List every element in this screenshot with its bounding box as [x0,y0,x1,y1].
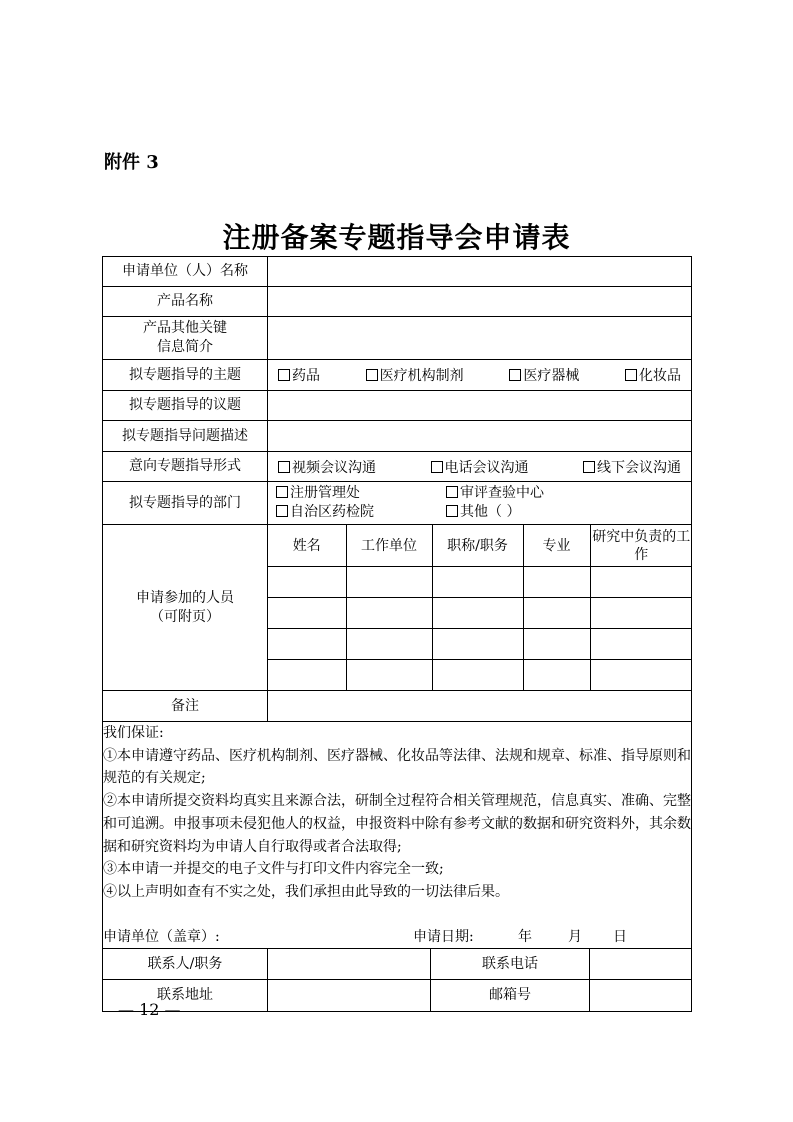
product-name-label: 产品名称 [103,287,268,317]
agenda-value[interactable] [268,391,692,421]
pledge-item-1: ①本申请遵守药品、医疗机构制剂、医疗器械、化妆品等法律、法规和规章、标准、指导原则和规范的有关规定; [103,747,691,787]
table-cell[interactable] [590,598,692,629]
pledge-item-2: ②本申请所提交资料均真实且来源合法，研制全过程符合相关管理规范，信息真实、准确、完整和可追溯。申报事项未侵犯他人的权益，申报资料中除有参考文献的数据和研究资料外，其余数据和研究资料均为申请人自行取得或者合法取得; [103,793,691,855]
remarks-label: 备注 [103,691,268,722]
table-cell[interactable] [590,660,692,691]
table-cell[interactable] [268,660,346,691]
applicant-label: 申请单位（人）名称 [103,257,268,287]
checkbox-icon [431,461,443,473]
day-label: 日 [613,928,627,945]
form-option-video-label: 视频会议沟通 [292,459,376,476]
problem-label: 拟专题指导问题描述 [103,421,268,452]
table-row [268,660,692,691]
header-major: 专业 [523,525,590,567]
table-cell[interactable] [523,660,590,691]
topic-option-drug-label: 药品 [292,368,320,384]
pledge-item-3: ③本申请一并提交的电子文件与打印文件内容完全一致; [103,861,444,878]
dept-option-registration[interactable] [276,484,446,503]
contact-phone-value[interactable] [590,949,692,980]
dept-option-review-center-label: 审评查验中心 [460,485,544,501]
dept-option-registration-label: 注册管理处 [290,485,360,501]
checkbox-icon [509,369,521,381]
checkbox-icon [583,461,595,473]
contact-address-label: 联系地址 [103,980,268,1012]
form-title: 注册备案专题指导会申请表 [222,221,571,254]
table-row [268,629,692,660]
topic-label: 拟专题指导的主题 [103,360,268,391]
dept-option-other[interactable] [446,503,646,522]
month-label: 月 [568,928,582,945]
topic-options [268,360,692,391]
contact-person-label: 联系人/职务 [103,949,268,980]
applicant-value[interactable] [268,257,692,287]
year-label: 年 [518,928,532,945]
page-number: — 12 — [118,1000,181,1019]
department-options [268,482,692,525]
participants-table [268,525,692,690]
dept-option-review-center[interactable] [446,484,646,503]
product-info-value[interactable] [268,317,692,360]
form-option-offline-label: 线下会议沟通 [597,459,681,476]
problem-value[interactable] [268,421,692,452]
topic-option-preparation-label: 医疗机构制剂 [379,368,464,384]
product-info-label-line1: 产品其他关键 [143,320,227,336]
participants-label-line2: （可附页） [150,608,220,625]
contact-address-value[interactable] [268,980,431,1012]
table-cell[interactable] [346,598,432,629]
agenda-label: 拟专题指导的议题 [103,391,268,421]
header-work-unit: 工作单位 [346,525,432,567]
dept-option-drug-institute-label: 自治区药检院 [290,504,374,520]
form-option-offline[interactable] [583,457,681,477]
table-cell[interactable] [268,629,346,660]
pledge-item-4: ④以上声明如查有不实之处，我们承担由此导致的一切法律后果。 [103,883,509,900]
postcode-value[interactable] [590,980,692,1012]
topic-option-cosmetics-label: 化妆品 [639,368,682,384]
checkbox-icon [278,461,290,473]
participants-table-cell [268,525,692,691]
checkbox-icon [625,369,637,381]
table-cell[interactable] [346,629,432,660]
table-cell[interactable] [523,598,590,629]
contact-person-value[interactable] [268,949,431,980]
table-cell[interactable] [432,567,523,598]
product-info-label-line2: 信息简介 [157,339,213,355]
table-cell[interactable] [432,598,523,629]
participants-label-line1: 申请参加的人员 [136,589,234,606]
form-option-video[interactable] [278,457,376,477]
remarks-value[interactable] [268,691,692,722]
product-name-value[interactable] [268,287,692,317]
table-cell[interactable] [432,629,523,660]
checkbox-icon [446,505,458,517]
topic-option-device[interactable] [509,365,579,385]
postcode-label: 邮箱号 [431,980,590,1012]
checkbox-icon [278,369,290,381]
pledge-section [103,722,692,949]
table-cell[interactable] [523,567,590,598]
table-cell[interactable] [346,567,432,598]
checkbox-icon [276,505,288,517]
header-title: 职称/职务 [432,525,523,567]
form-option-phone[interactable] [431,457,529,477]
dept-option-other-label: 其他（ ） [460,504,521,520]
form-option-phone-label: 电话会议沟通 [444,459,529,476]
topic-option-device-label: 医疗器械 [523,368,580,384]
header-responsibility: 研究中负责的工作 [590,525,692,567]
form-type-label: 意向专题指导形式 [103,452,268,482]
table-cell[interactable] [268,567,346,598]
contact-phone-label: 联系电话 [431,949,590,980]
participants-label [103,525,268,691]
topic-option-drug[interactable] [278,365,320,385]
table-row [268,567,692,598]
signature-row [103,926,691,949]
topic-option-cosmetics[interactable] [625,365,681,385]
table-row [268,598,692,629]
participants-header-row [268,525,692,567]
seal-label: 申请单位（盖章）: [103,928,220,945]
product-info-label [103,317,268,360]
checkbox-icon [276,486,288,498]
form-type-options [268,452,692,482]
table-cell[interactable] [268,598,346,629]
header-name: 姓名 [268,525,346,567]
application-form [102,256,692,1012]
checkbox-icon [446,486,458,498]
dept-option-drug-institute[interactable] [276,503,446,522]
checkbox-icon [366,369,378,381]
table-cell[interactable] [590,567,692,598]
table-cell[interactable] [590,629,692,660]
date-label: 申请日期: [413,928,474,945]
topic-option-preparation[interactable] [366,365,464,385]
department-label: 拟专题指导的部门 [103,482,268,525]
table-cell[interactable] [523,629,590,660]
table-cell[interactable] [432,660,523,691]
table-cell[interactable] [346,660,432,691]
pledge-heading: 我们保证: [103,725,164,741]
attachment-label: 附件 3 [104,152,159,173]
